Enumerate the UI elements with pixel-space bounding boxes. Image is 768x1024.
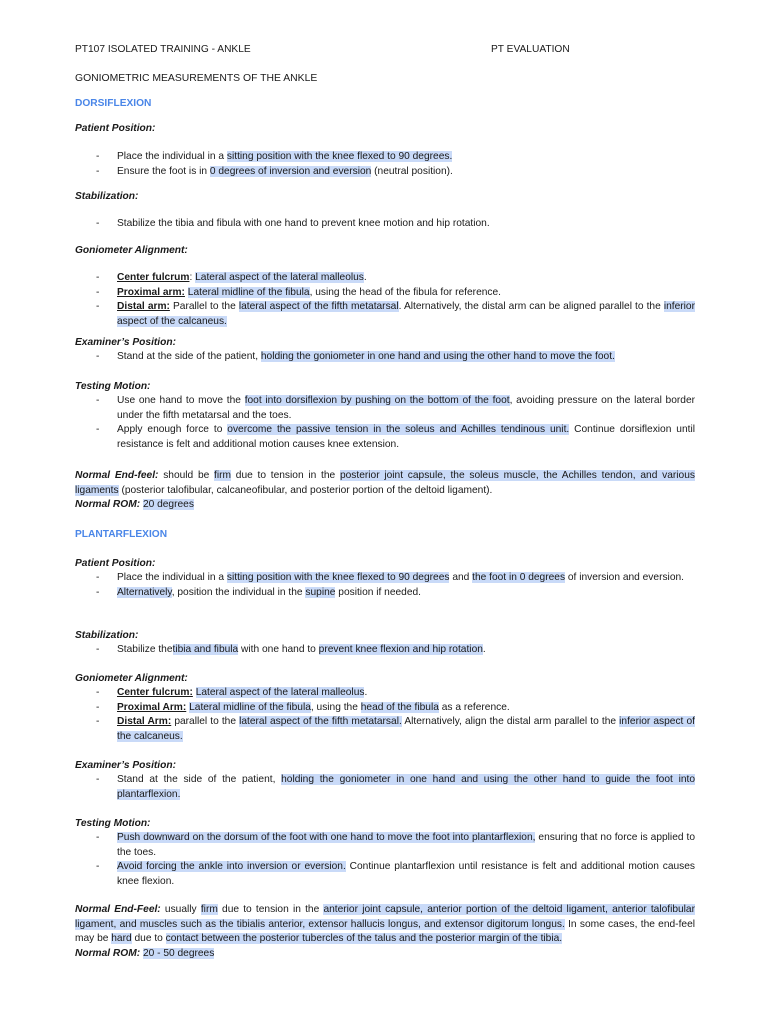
patient-position-list: [75, 571, 695, 600]
list-item: - Center fulcrum: Lateral aspect of the lateral malleolus.: [75, 271, 695, 286]
list-item: - Stand at the side of the patient, holding the goniometer in one hand and using the other hand to guide the foot into plantarflexion.: [75, 773, 695, 802]
list-item: - Distal arm: Parallel to the lateral aspect of the fifth metatarsal. Alternatively, the distal arm can be aligned parallel to the inferior aspect of the calcaneus.: [75, 300, 695, 329]
section-heading-dorsiflexion: DORSIFLEXION: [75, 98, 152, 109]
examiner-position-label: Examiner’s Position:: [75, 760, 176, 771]
goniometer-alignment-list: [75, 271, 695, 329]
examiner-position-list: [75, 773, 695, 802]
page-header: [75, 43, 695, 58]
normal-end-feel: Normal End-feel: should be firm due to tension in the posterior joint capsule, the soleus muscle, the Achilles tendon, and various ligaments (posterior talofibular, calcaneofibular, and posterior portion of the deltoid ligament).: [75, 470, 695, 496]
testing-motion-list: [75, 831, 695, 889]
list-item: - Center fulcrum: Lateral aspect of the lateral malleolus.: [75, 686, 695, 701]
stabilization-list: [75, 643, 695, 658]
list-item: - Alternatively, position the individual in the supine position if needed.: [75, 586, 695, 601]
list-item: - Distal Arm: parallel to the lateral aspect of the fifth metatarsal. Alternatively, align the distal arm parallel to the inferior aspect of the calcaneus.: [75, 715, 695, 744]
header-course-title: PT107 ISOLATED TRAINING - ANKLE: [75, 44, 251, 55]
document-title: GONIOMETRIC MEASUREMENTS OF THE ANKLE: [75, 73, 318, 84]
patient-position-label: Patient Position:: [75, 123, 156, 134]
examiner-position-label: Examiner’s Position:: [75, 337, 176, 348]
list-item: - Avoid forcing the ankle into inversion or eversion. Continue plantarflexion until resistance is felt and additional motion causes knee flexion.: [75, 860, 695, 889]
testing-motion-label: Testing Motion:: [75, 818, 151, 829]
list-item: - Apply enough force to overcome the passive tension in the soleus and Achilles tendinous unit. Continue dorsiflexion until resistance is felt and additional motion causes knee extension.: [75, 423, 695, 452]
normal-end-feel: Normal End-Feel: usually firm due to tension in the anterior joint capsule, anterior portion of the deltoid ligament, anterior talofibular ligament, and muscles such as the tibialis anterior, extensor hallucis longus, and extensor digitorum longus. In some cases, the end-feel may be hard due to contact between the posterior tubercles of the talus and the posterior margin of the tibia.: [75, 904, 695, 945]
goniometer-alignment-list: [75, 686, 695, 744]
list-item: - Place the individual in a sitting position with the knee flexed to 90 degrees and the foot in 0 degrees of inversion and eversion.: [75, 571, 695, 586]
list-item: - Stabilize thetibia and fibula with one hand to prevent knee flexion and hip rotation.: [75, 643, 695, 658]
patient-position-label: Patient Position:: [75, 558, 156, 569]
list-item: - Proximal Arm: Lateral midline of the fibula, using the head of the fibula as a reference.: [75, 701, 695, 716]
goniometer-alignment-label: Goniometer Alignment:: [75, 673, 188, 684]
list-item: - Place the individual in a sitting position with the knee flexed to 90 degrees.: [75, 150, 695, 165]
examiner-position-list: [75, 350, 695, 365]
patient-position-list: [75, 150, 695, 179]
normal-rom: Normal ROM: 20 degrees: [75, 499, 194, 510]
goniometer-alignment-label: Goniometer Alignment:: [75, 245, 188, 256]
testing-motion-label: Testing Motion:: [75, 381, 151, 392]
list-item: - Stand at the side of the patient, holding the goniometer in one hand and using the other hand to move the foot.: [75, 350, 695, 365]
normal-rom: Normal ROM: 20 - 50 degrees: [75, 948, 215, 959]
stabilization-label: Stabilization:: [75, 191, 139, 202]
list-item: - Push downward on the dorsum of the foot with one hand to move the foot into plantarflexion, ensuring that no force is applied to the toes.: [75, 831, 695, 860]
header-doc-type: PT EVALUATION: [491, 44, 570, 55]
list-item: - Stabilize the tibia and fibula with one hand to prevent knee motion and hip rotation.: [75, 217, 695, 232]
list-item: - Proximal arm: Lateral midline of the fibula, using the head of the fibula for reference.: [75, 286, 695, 301]
stabilization-list: [75, 217, 695, 232]
stabilization-label: Stabilization:: [75, 630, 139, 641]
list-item: - Ensure the foot is in 0 degrees of inversion and eversion (neutral position).: [75, 165, 695, 180]
section-heading-plantarflexion: PLANTARFLEXION: [75, 529, 168, 540]
testing-motion-list: [75, 394, 695, 452]
list-item: - Use one hand to move the foot into dorsiflexion by pushing on the bottom of the foot, avoiding pressure on the lateral border under the fifth metatarsal and the toes.: [75, 394, 695, 423]
